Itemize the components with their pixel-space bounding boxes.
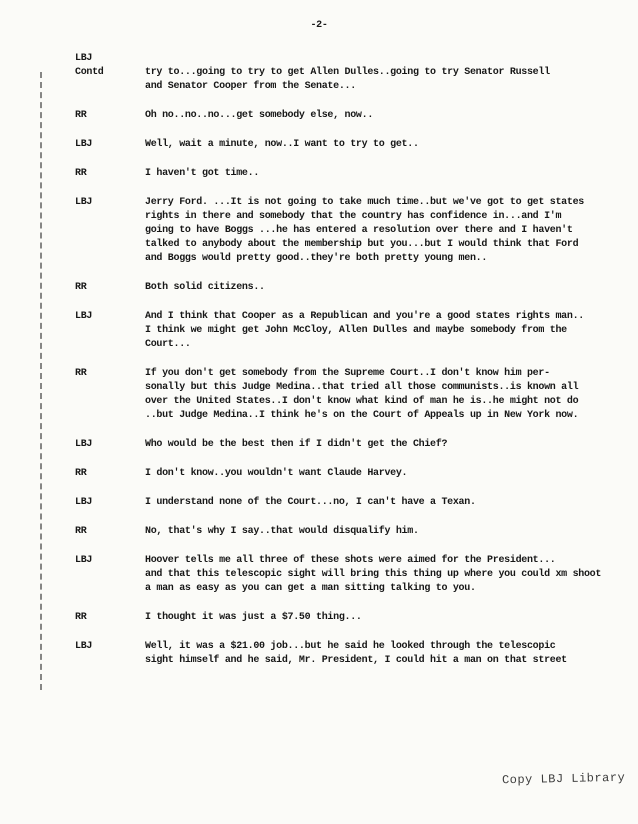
speech-text [145, 196, 584, 266]
transcript-entry [75, 554, 620, 596]
speaker-label [75, 525, 145, 539]
speaker-line: LBJ [75, 311, 93, 322]
transcript-line: and Senator Cooper from the Senate... [145, 81, 356, 92]
speaker-line: LBJ [75, 197, 93, 208]
speaker-line: LBJ [75, 641, 93, 652]
speech-text [145, 496, 476, 510]
transcript-entry [75, 640, 620, 668]
transcript [75, 52, 620, 683]
speaker-line: RR [75, 468, 87, 479]
transcript-line: Well, it was a $21.00 job...but he said he looked through the telescopic [145, 641, 556, 652]
speaker-line: LBJ [75, 439, 93, 450]
transcript-line: I understand none of the Court...no, I can't have a Texan. [145, 497, 476, 508]
transcript-entry [75, 525, 620, 539]
speech-text [145, 109, 373, 123]
transcript-entry [75, 611, 620, 625]
speaker-line: RR [75, 612, 87, 623]
transcript-entry [75, 438, 620, 452]
transcript-line: sonally but this Judge Medina..that tried all those communists..is known all [145, 382, 579, 393]
transcript-line: I haven't got time.. [145, 168, 260, 179]
transcript-line: and that this telescopic sight will bring this thing up where you could xm shoot [145, 569, 602, 580]
speech-text [145, 66, 550, 94]
speech-text [145, 525, 419, 539]
speech-text [145, 310, 584, 352]
transcript-line: Hoover tells me all three of these shots were aimed for the President... [145, 555, 556, 566]
speaker-line: RR [75, 282, 87, 293]
speaker-line: RR [75, 168, 87, 179]
transcript-entry [75, 138, 620, 152]
speaker-label [75, 310, 145, 352]
binding-edge-dashed-line [40, 72, 42, 690]
speech-text [145, 611, 362, 625]
speaker-line: RR [75, 368, 87, 379]
speech-text [145, 467, 407, 481]
transcript-line: Court... [145, 339, 191, 350]
speech-text [145, 367, 578, 423]
speaker-label [75, 281, 145, 295]
transcript-line: Well, wait a minute, now..I want to try to get.. [145, 139, 419, 150]
speech-text [145, 640, 567, 668]
transcript-entry [75, 496, 620, 510]
transcript-line: rights in there and somebody that the country has confidence in...and I'm [145, 211, 562, 222]
transcript-line: No, that's why I say..that would disqualify him. [145, 526, 419, 537]
transcript-line: I don't know..you wouldn't want Claude Harvey. [145, 468, 408, 479]
transcript-line: going to have Boggs ...he has entered a resolution over there and I haven't [145, 225, 573, 236]
speaker-label [75, 138, 145, 152]
speech-text [145, 554, 601, 596]
speaker-label [75, 640, 145, 668]
speaker-label [75, 611, 145, 625]
speaker-line: LBJ [75, 139, 93, 150]
speech-text [145, 281, 265, 295]
archive-stamp: Copy LBJ Library [501, 770, 626, 788]
speaker-label [75, 109, 145, 123]
speaker-line: RR [75, 526, 87, 537]
transcript-line: sight himself and he said, Mr. President, I could hit a man on that street [145, 655, 567, 666]
speaker-line: RR [75, 110, 87, 121]
transcript-line: If you don't get somebody from the Supreme Court..I don't know him per- [145, 368, 550, 379]
transcript-line: Jerry Ford. ...It is not going to take much time..but we've got to get states [145, 197, 584, 208]
speech-text [145, 138, 419, 152]
transcript-entry [75, 367, 620, 423]
transcript-line: Both solid citizens.. [145, 282, 265, 293]
speaker-label [75, 438, 145, 452]
transcript-line: over the United States..I don't know what kind of man he is..he might not do [145, 396, 579, 407]
speaker-label [75, 196, 145, 266]
speech-text [145, 438, 447, 452]
transcript-line: a man as easy as you can get a man sitting talking to you. [145, 583, 476, 594]
transcript-line: talked to anybody about the membership but you...but I would think that Ford [145, 239, 579, 250]
speaker-label [75, 52, 145, 94]
transcript-entry [75, 467, 620, 481]
transcript-line: and Boggs would pretty good..they're both pretty young men.. [145, 253, 488, 264]
transcript-entry [75, 167, 620, 181]
speaker-label [75, 496, 145, 510]
transcript-entry [75, 52, 620, 94]
transcript-entry [75, 310, 620, 352]
transcript-line: Who would be the best then if I didn't get the Chief? [145, 439, 448, 450]
transcript-line: I think we might get John McCloy, Allen Dulles and maybe somebody from the [145, 325, 567, 336]
page-number: -2- [310, 20, 328, 31]
speaker-line: LBJ [75, 53, 93, 64]
speaker-line: LBJ [75, 497, 93, 508]
transcript-line: And I think that Cooper as a Republican and you're a good states rights man.. [145, 311, 584, 322]
speaker-line: Contd [75, 67, 104, 78]
speaker-label [75, 367, 145, 423]
transcript-entry [75, 109, 620, 123]
speaker-label [75, 167, 145, 181]
transcript-entry [75, 281, 620, 295]
transcript-line: try to...going to try to get Allen Dulles..going to try Senator Russell [145, 67, 550, 78]
speaker-line: LBJ [75, 555, 93, 566]
speaker-label [75, 467, 145, 481]
transcript-line: ..but Judge Medina..I think he's on the Court of Appeals up in New York now. [145, 410, 579, 421]
speech-text [145, 167, 259, 181]
transcript-line: Oh no..no..no...get somebody else, now.. [145, 110, 374, 121]
transcript-line: I thought it was just a $7.50 thing... [145, 612, 362, 623]
transcript-entry [75, 196, 620, 266]
speaker-label [75, 554, 145, 596]
